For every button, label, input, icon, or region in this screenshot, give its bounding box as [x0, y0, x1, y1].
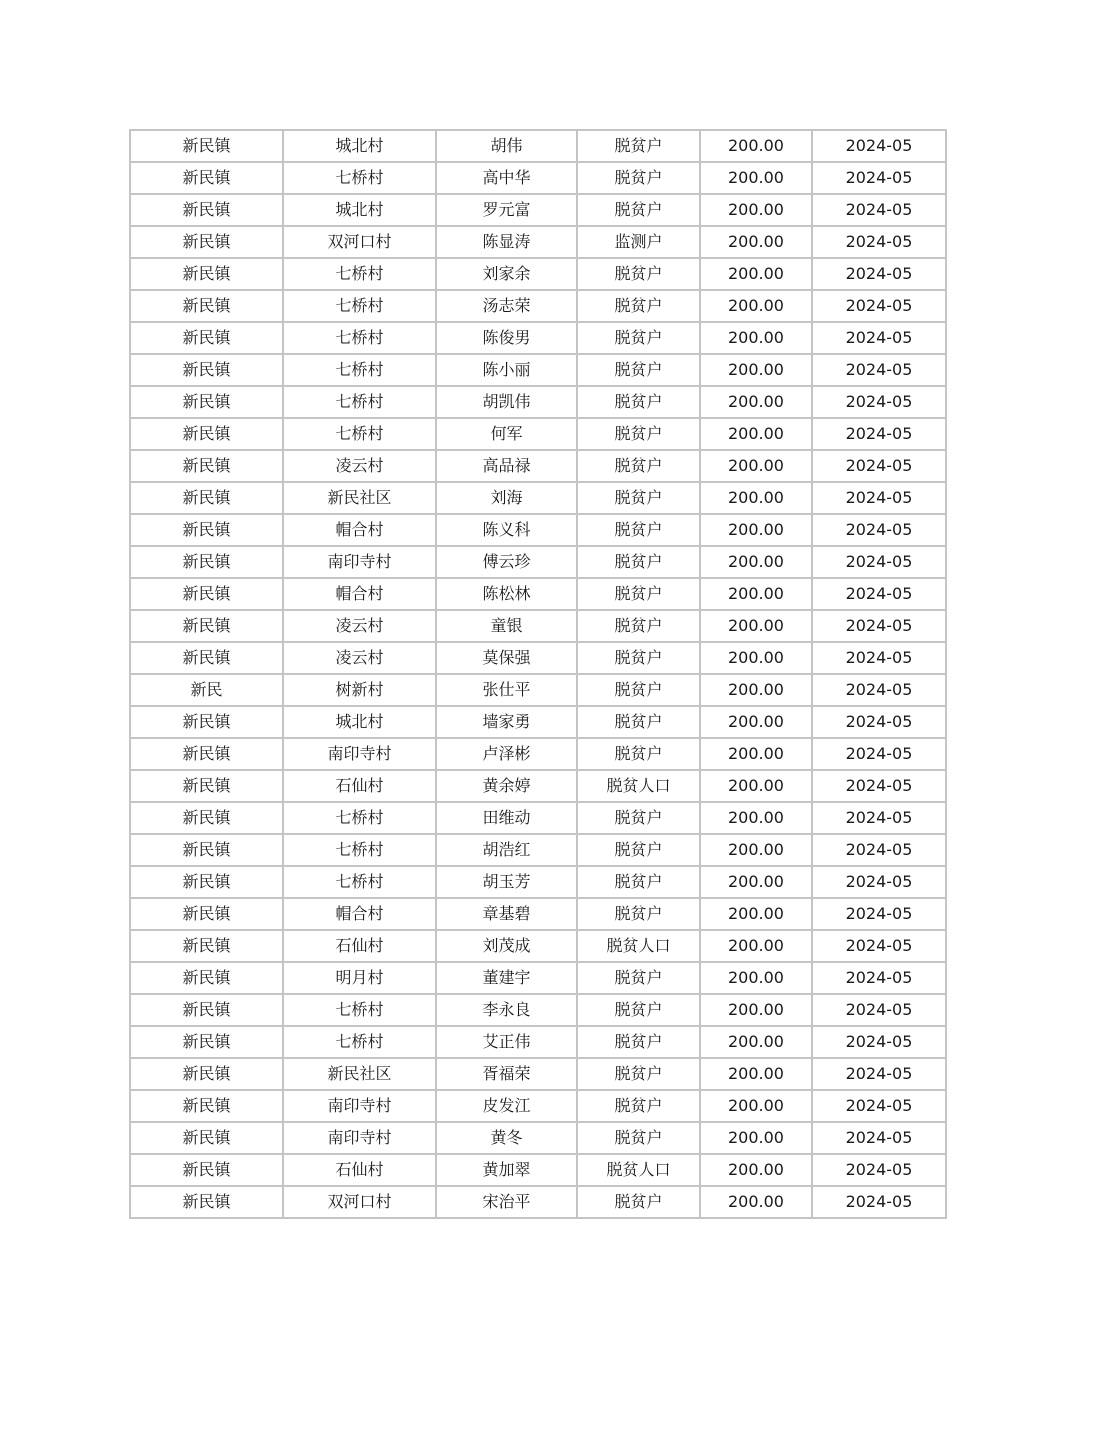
name-cell: 章基碧 — [436, 898, 577, 930]
town-cell: 新民镇 — [130, 482, 283, 514]
category-cell: 脱贫户 — [577, 322, 700, 354]
name-cell: 高中华 — [436, 162, 577, 194]
period-cell: 2024-05 — [812, 322, 946, 354]
name-cell: 傅云珍 — [436, 546, 577, 578]
amount-cell: 200.00 — [700, 994, 812, 1026]
town-cell: 新民镇 — [130, 162, 283, 194]
category-cell: 脱贫户 — [577, 546, 700, 578]
amount-cell: 200.00 — [700, 674, 812, 706]
category-cell: 脱贫户 — [577, 578, 700, 610]
table-row — [130, 1026, 946, 1058]
category-cell: 脱贫户 — [577, 674, 700, 706]
table-row — [130, 322, 946, 354]
amount-cell: 200.00 — [700, 450, 812, 482]
village-cell: 南印寺村 — [283, 1122, 436, 1154]
table-row — [130, 546, 946, 578]
village-cell: 城北村 — [283, 706, 436, 738]
period-cell: 2024-05 — [812, 290, 946, 322]
village-cell: 七桥村 — [283, 418, 436, 450]
category-cell: 脱贫户 — [577, 354, 700, 386]
village-cell: 帽合村 — [283, 578, 436, 610]
village-cell: 凌云村 — [283, 610, 436, 642]
period-cell: 2024-05 — [812, 706, 946, 738]
village-cell: 南印寺村 — [283, 546, 436, 578]
village-cell: 石仙村 — [283, 770, 436, 802]
name-cell: 陈俊男 — [436, 322, 577, 354]
name-cell: 陈小丽 — [436, 354, 577, 386]
category-cell: 脱贫户 — [577, 258, 700, 290]
category-cell: 脱贫户 — [577, 834, 700, 866]
amount-cell: 200.00 — [700, 322, 812, 354]
category-cell: 脱贫户 — [577, 130, 700, 162]
town-cell: 新民镇 — [130, 1090, 283, 1122]
category-cell: 脱贫户 — [577, 514, 700, 546]
amount-cell: 200.00 — [700, 578, 812, 610]
name-cell: 宋治平 — [436, 1186, 577, 1218]
name-cell: 高品禄 — [436, 450, 577, 482]
category-cell: 脱贫人口 — [577, 770, 700, 802]
amount-cell: 200.00 — [700, 866, 812, 898]
town-cell: 新民镇 — [130, 802, 283, 834]
name-cell: 胥福荣 — [436, 1058, 577, 1090]
table-row — [130, 482, 946, 514]
category-cell: 脱贫户 — [577, 962, 700, 994]
amount-cell: 200.00 — [700, 258, 812, 290]
category-cell: 脱贫户 — [577, 482, 700, 514]
name-cell: 何军 — [436, 418, 577, 450]
period-cell: 2024-05 — [812, 1090, 946, 1122]
category-cell: 脱贫户 — [577, 386, 700, 418]
name-cell: 陈松林 — [436, 578, 577, 610]
period-cell: 2024-05 — [812, 866, 946, 898]
amount-cell: 200.00 — [700, 706, 812, 738]
town-cell: 新民镇 — [130, 706, 283, 738]
amount-cell: 200.00 — [700, 1026, 812, 1058]
table-row — [130, 962, 946, 994]
village-cell: 七桥村 — [283, 994, 436, 1026]
village-cell: 城北村 — [283, 194, 436, 226]
town-cell: 新民镇 — [130, 226, 283, 258]
period-cell: 2024-05 — [812, 258, 946, 290]
name-cell: 田维动 — [436, 802, 577, 834]
period-cell: 2024-05 — [812, 1154, 946, 1186]
amount-cell: 200.00 — [700, 898, 812, 930]
name-cell: 胡凯伟 — [436, 386, 577, 418]
amount-cell: 200.00 — [700, 514, 812, 546]
table-row — [130, 290, 946, 322]
table-row — [130, 1186, 946, 1218]
town-cell: 新民镇 — [130, 642, 283, 674]
village-cell: 双河口村 — [283, 1186, 436, 1218]
town-cell: 新民镇 — [130, 386, 283, 418]
amount-cell: 200.00 — [700, 770, 812, 802]
period-cell: 2024-05 — [812, 1186, 946, 1218]
town-cell: 新民镇 — [130, 994, 283, 1026]
name-cell: 卢泽彬 — [436, 738, 577, 770]
name-cell: 李永良 — [436, 994, 577, 1026]
name-cell: 刘家余 — [436, 258, 577, 290]
table-row — [130, 194, 946, 226]
town-cell: 新民镇 — [130, 450, 283, 482]
amount-cell: 200.00 — [700, 354, 812, 386]
name-cell: 墙家勇 — [436, 706, 577, 738]
amount-cell: 200.00 — [700, 386, 812, 418]
period-cell: 2024-05 — [812, 450, 946, 482]
name-cell: 刘海 — [436, 482, 577, 514]
period-cell: 2024-05 — [812, 610, 946, 642]
village-cell: 新民社区 — [283, 1058, 436, 1090]
amount-cell: 200.00 — [700, 1186, 812, 1218]
town-cell: 新民镇 — [130, 290, 283, 322]
amount-cell: 200.00 — [700, 1122, 812, 1154]
name-cell: 汤志荣 — [436, 290, 577, 322]
village-cell: 双河口村 — [283, 226, 436, 258]
amount-cell: 200.00 — [700, 610, 812, 642]
village-cell: 七桥村 — [283, 834, 436, 866]
town-cell: 新民 — [130, 674, 283, 706]
category-cell: 脱贫户 — [577, 866, 700, 898]
table-row — [130, 898, 946, 930]
table-row — [130, 738, 946, 770]
period-cell: 2024-05 — [812, 546, 946, 578]
category-cell: 脱贫人口 — [577, 930, 700, 962]
town-cell: 新民镇 — [130, 930, 283, 962]
village-cell: 新民社区 — [283, 482, 436, 514]
town-cell: 新民镇 — [130, 1058, 283, 1090]
table-body — [130, 130, 946, 1218]
town-cell: 新民镇 — [130, 898, 283, 930]
town-cell: 新民镇 — [130, 354, 283, 386]
category-cell: 脱贫户 — [577, 706, 700, 738]
period-cell: 2024-05 — [812, 930, 946, 962]
period-cell: 2024-05 — [812, 514, 946, 546]
period-cell: 2024-05 — [812, 738, 946, 770]
category-cell: 脱贫人口 — [577, 1154, 700, 1186]
category-cell: 脱贫户 — [577, 1026, 700, 1058]
town-cell: 新民镇 — [130, 578, 283, 610]
village-cell: 南印寺村 — [283, 1090, 436, 1122]
town-cell: 新民镇 — [130, 610, 283, 642]
table-row — [130, 802, 946, 834]
table-row — [130, 514, 946, 546]
name-cell: 胡伟 — [436, 130, 577, 162]
town-cell: 新民镇 — [130, 130, 283, 162]
town-cell: 新民镇 — [130, 738, 283, 770]
amount-cell: 200.00 — [700, 482, 812, 514]
amount-cell: 200.00 — [700, 162, 812, 194]
category-cell: 脱贫户 — [577, 898, 700, 930]
amount-cell: 200.00 — [700, 1058, 812, 1090]
category-cell: 脱贫户 — [577, 610, 700, 642]
table-row — [130, 162, 946, 194]
village-cell: 七桥村 — [283, 354, 436, 386]
table-row — [130, 354, 946, 386]
name-cell: 黄加翠 — [436, 1154, 577, 1186]
name-cell: 董建宇 — [436, 962, 577, 994]
category-cell: 脱贫户 — [577, 418, 700, 450]
amount-cell: 200.00 — [700, 962, 812, 994]
table-row — [130, 258, 946, 290]
name-cell: 陈显涛 — [436, 226, 577, 258]
category-cell: 脱贫户 — [577, 290, 700, 322]
period-cell: 2024-05 — [812, 130, 946, 162]
period-cell: 2024-05 — [812, 994, 946, 1026]
category-cell: 脱贫户 — [577, 162, 700, 194]
village-cell: 七桥村 — [283, 1026, 436, 1058]
name-cell: 胡玉芳 — [436, 866, 577, 898]
village-cell: 七桥村 — [283, 162, 436, 194]
table-row — [130, 1058, 946, 1090]
town-cell: 新民镇 — [130, 962, 283, 994]
table-row — [130, 674, 946, 706]
village-cell: 七桥村 — [283, 322, 436, 354]
town-cell: 新民镇 — [130, 1026, 283, 1058]
table-row — [130, 450, 946, 482]
village-cell: 七桥村 — [283, 802, 436, 834]
town-cell: 新民镇 — [130, 770, 283, 802]
table-row — [130, 578, 946, 610]
name-cell: 黄冬 — [436, 1122, 577, 1154]
table-row — [130, 866, 946, 898]
table-row — [130, 1090, 946, 1122]
subsidy-table — [129, 129, 947, 1219]
amount-cell: 200.00 — [700, 642, 812, 674]
village-cell: 南印寺村 — [283, 738, 436, 770]
village-cell: 七桥村 — [283, 386, 436, 418]
table-row — [130, 386, 946, 418]
period-cell: 2024-05 — [812, 1122, 946, 1154]
name-cell: 莫保强 — [436, 642, 577, 674]
amount-cell: 200.00 — [700, 194, 812, 226]
village-cell: 帽合村 — [283, 514, 436, 546]
table-row — [130, 610, 946, 642]
village-cell: 树新村 — [283, 674, 436, 706]
amount-cell: 200.00 — [700, 738, 812, 770]
amount-cell: 200.00 — [700, 802, 812, 834]
village-cell: 凌云村 — [283, 642, 436, 674]
category-cell: 脱贫户 — [577, 738, 700, 770]
amount-cell: 200.00 — [700, 546, 812, 578]
period-cell: 2024-05 — [812, 482, 946, 514]
category-cell: 监测户 — [577, 226, 700, 258]
category-cell: 脱贫户 — [577, 1058, 700, 1090]
name-cell: 罗元富 — [436, 194, 577, 226]
name-cell: 陈义科 — [436, 514, 577, 546]
amount-cell: 200.00 — [700, 226, 812, 258]
period-cell: 2024-05 — [812, 354, 946, 386]
table-row — [130, 706, 946, 738]
name-cell: 刘茂成 — [436, 930, 577, 962]
village-cell: 城北村 — [283, 130, 436, 162]
name-cell: 胡浩红 — [436, 834, 577, 866]
town-cell: 新民镇 — [130, 1186, 283, 1218]
period-cell: 2024-05 — [812, 898, 946, 930]
amount-cell: 200.00 — [700, 834, 812, 866]
village-cell: 石仙村 — [283, 930, 436, 962]
town-cell: 新民镇 — [130, 546, 283, 578]
table-row — [130, 834, 946, 866]
period-cell: 2024-05 — [812, 162, 946, 194]
period-cell: 2024-05 — [812, 386, 946, 418]
table-row — [130, 226, 946, 258]
period-cell: 2024-05 — [812, 962, 946, 994]
period-cell: 2024-05 — [812, 770, 946, 802]
period-cell: 2024-05 — [812, 674, 946, 706]
town-cell: 新民镇 — [130, 834, 283, 866]
period-cell: 2024-05 — [812, 578, 946, 610]
period-cell: 2024-05 — [812, 1058, 946, 1090]
category-cell: 脱贫户 — [577, 802, 700, 834]
amount-cell: 200.00 — [700, 290, 812, 322]
village-cell: 七桥村 — [283, 290, 436, 322]
period-cell: 2024-05 — [812, 834, 946, 866]
town-cell: 新民镇 — [130, 514, 283, 546]
name-cell: 皮发江 — [436, 1090, 577, 1122]
category-cell: 脱贫户 — [577, 994, 700, 1026]
category-cell: 脱贫户 — [577, 1122, 700, 1154]
village-cell: 凌云村 — [283, 450, 436, 482]
category-cell: 脱贫户 — [577, 642, 700, 674]
table-row — [130, 1154, 946, 1186]
period-cell: 2024-05 — [812, 194, 946, 226]
period-cell: 2024-05 — [812, 418, 946, 450]
town-cell: 新民镇 — [130, 194, 283, 226]
amount-cell: 200.00 — [700, 418, 812, 450]
town-cell: 新民镇 — [130, 1154, 283, 1186]
table-row — [130, 1122, 946, 1154]
table-row — [130, 130, 946, 162]
name-cell: 艾正伟 — [436, 1026, 577, 1058]
town-cell: 新民镇 — [130, 322, 283, 354]
table-row — [130, 994, 946, 1026]
amount-cell: 200.00 — [700, 930, 812, 962]
village-cell: 明月村 — [283, 962, 436, 994]
period-cell: 2024-05 — [812, 802, 946, 834]
table-row — [130, 930, 946, 962]
amount-cell: 200.00 — [700, 130, 812, 162]
town-cell: 新民镇 — [130, 1122, 283, 1154]
table-row — [130, 642, 946, 674]
village-cell: 七桥村 — [283, 258, 436, 290]
town-cell: 新民镇 — [130, 258, 283, 290]
village-cell: 石仙村 — [283, 1154, 436, 1186]
town-cell: 新民镇 — [130, 418, 283, 450]
period-cell: 2024-05 — [812, 1026, 946, 1058]
village-cell: 帽合村 — [283, 898, 436, 930]
category-cell: 脱贫户 — [577, 194, 700, 226]
name-cell: 黄余婷 — [436, 770, 577, 802]
town-cell: 新民镇 — [130, 866, 283, 898]
village-cell: 七桥村 — [283, 866, 436, 898]
category-cell: 脱贫户 — [577, 450, 700, 482]
period-cell: 2024-05 — [812, 226, 946, 258]
category-cell: 脱贫户 — [577, 1186, 700, 1218]
name-cell: 张仕平 — [436, 674, 577, 706]
name-cell: 童银 — [436, 610, 577, 642]
category-cell: 脱贫户 — [577, 1090, 700, 1122]
amount-cell: 200.00 — [700, 1154, 812, 1186]
amount-cell: 200.00 — [700, 1090, 812, 1122]
period-cell: 2024-05 — [812, 642, 946, 674]
table-row — [130, 770, 946, 802]
table-row — [130, 418, 946, 450]
